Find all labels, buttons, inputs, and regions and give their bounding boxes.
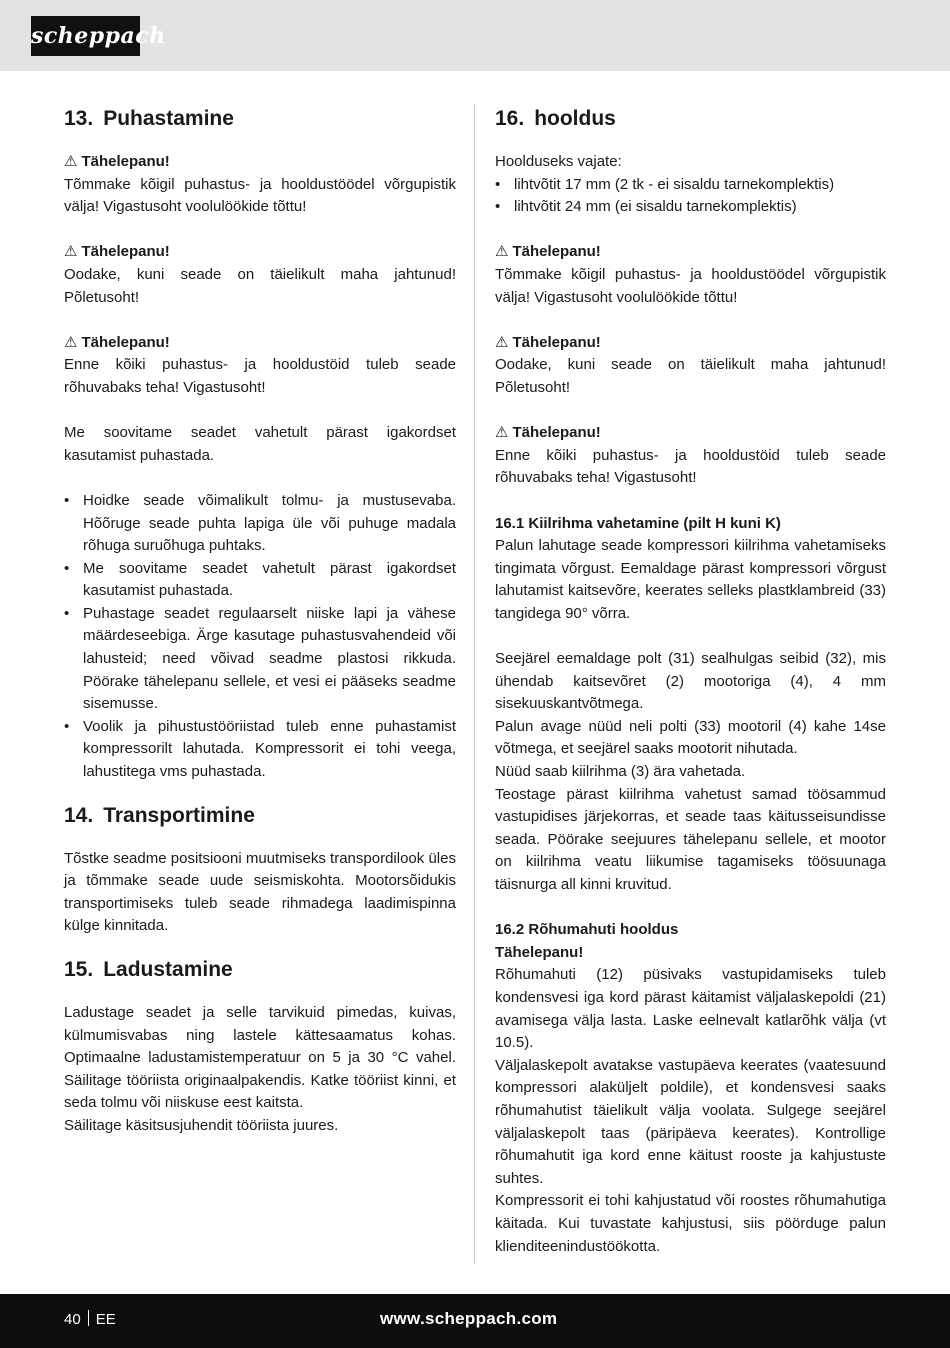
- section-14-heading: 14. Transportimine: [64, 803, 255, 827]
- page-number: 40 EE: [64, 1311, 116, 1328]
- website-url: www.scheppach.com: [380, 1309, 558, 1328]
- warning-icon: ⚠: [64, 333, 78, 351]
- paragraph: Väljalaskepolt avatakse vastupäeva keerates (vaatesuund kompressori alaküljelt poldile), et kondensvesi saaks rõhumahutist täielikult välja voolata. Sulgege seejärel väljalaskepolt taas (päripäeva keerates). Kontrollige rõhumahutit iga kord enne käitust rooste ja kahjustuste suhtes.: [495, 1056, 886, 1187]
- warning-text: Enne kõiki puhastus- ja hooldustöid tuleb seade rõhuvabaks teha! Vigastusoht!: [495, 446, 886, 487]
- list-item: • Me soovitame seadet vahetult pärast igakordset kasutamist puhastada.: [64, 559, 456, 600]
- list-item: • Voolik ja pihustustööriistad tuleb enne puhastamist kompressorilt lahutada. Kompressorit ei tohi veega, lahustitega vms puhastada.: [64, 717, 456, 781]
- warning-label: ⚠ Tähelepanu!: [495, 422, 886, 445]
- list-item: • Puhastage seadet regulaarselt niiske lapi ja vähese määrdeseebiga. Ärge kasutage puhastusvahendeid või lahusteid; need võivad seadme plastosi rikkuda. Pöörake tähelepanu sellele, et vesi ei pääseks seadme sisemusse.: [64, 604, 456, 713]
- section-15-heading: 15. Ladustamine: [64, 958, 233, 981]
- paragraph: Teostage pärast kiilrihma vahetust samad töösammud vastupidises järjekorras, et seade taas käitusseisundisse seada. Pöörake seejuures tähelepanu sellele, et mootor on kiilrihma veatu liikumise tagamiseks töösuunaga täisnurga all kinni kruvitud.: [495, 785, 886, 893]
- list-item: • Hoidke seade võimalikult tolmu- ja mustusevaba. Hõõruge seade puhta lapiga üle või puhuge madala rõhuga suruõhuga puhtaks.: [64, 491, 456, 555]
- warning-icon: ⚠: [495, 243, 509, 261]
- list-item: • lihtvõtit 24 mm (ei sisaldu tarnekomplektis): [495, 198, 797, 216]
- tools-list: [495, 174, 886, 219]
- warning-text: Oodake, kuni seade on täielikult maha jahtunud! Põletusoht!: [64, 265, 456, 306]
- paragraph: Tõstke seadme positsiooni muutmiseks transpordilook üles ja tõmmake seade uude seismiskohta. Mootorsõidukis transportimiseks tuleb seade rihmadega laadimispinna külge kinnitada.: [64, 849, 456, 935]
- page-footer: [0, 1294, 950, 1348]
- list-item: • lihtvõtit 17 mm (2 tk - ei sisaldu tarnekomplektis): [495, 175, 835, 193]
- warning-text: Enne kõiki puhastus- ja hooldustöid tuleb seade rõhuvabaks teha! Vigastusoht!: [64, 356, 456, 396]
- column-divider: [474, 104, 475, 1264]
- warning-text: Tõmmake kõigil puhastus- ja hooldustöödel võrgupistik välja! Vigastusoht voolulöökide tõttu!: [64, 175, 456, 216]
- warning-text: Oodake, kuni seade on täielikult maha jahtunud! Põletusoht!: [495, 356, 886, 396]
- paragraph: Nüüd saab kiilrihma (3) ära vahetada.: [495, 763, 746, 781]
- paragraph: Palun lahutage seade kompressori kiilrihma vahetamiseks tingimata võrgust. Eemaldage pärast kompressori võrgust lahutamist kaitsevõre, keerates selleks plastklambreid (33) tangidega 90° võrra.: [495, 537, 886, 622]
- subsection-heading: 16.1 Kiilrihma vahetamine (pilt H kuni K): [495, 514, 781, 532]
- warning-icon: ⚠: [495, 424, 509, 442]
- cleaning-list: [64, 490, 456, 784]
- warning-label: Tähelepanu!: [495, 943, 584, 961]
- paragraph: Hoolduseks vajate:: [495, 153, 622, 170]
- subsection-heading: 16.2 Rõhumahuti hooldus: [495, 921, 679, 939]
- paragraph: Seejärel eemaldage polt (31) sealhulgas seibid (32), mis ühendab kaitsevõret (2) mootoriga (4), 4 mm sisekuuskantvõtmega.: [495, 650, 886, 713]
- warning-label: ⚠ Tähelepanu!: [64, 151, 456, 174]
- left-column: [64, 105, 456, 1138]
- warning-icon: ⚠: [495, 333, 509, 351]
- warning-text: Tõmmake kõigil puhastus- ja hooldustöödel võrgupistik välja! Vigastusoht voolulöökide tõttu!: [495, 265, 886, 306]
- warning-label: ⚠ Tähelepanu!: [64, 332, 456, 355]
- right-column: [495, 105, 886, 1258]
- paragraph: Palun avage nüüd neli polti (33) mootoril (4) kahe 14se võtmega, et seejärel saaks mootorit nihutada.: [495, 717, 886, 758]
- warning-label: ⚠ Tähelepanu!: [64, 241, 456, 264]
- page-header: [0, 0, 950, 71]
- warning-label: ⚠ Tähelepanu!: [495, 241, 886, 264]
- paragraph: Ladustage seadet ja selle tarvikuid pimedas, kuivas, külmumisvabas ning lastele kättesaamatus kohas. Optimaalne ladustamistemperatuur on 5 ja 30 °C vahel. Säilitage tööriista originaalpakendis. Katke tööriist kinni, et seda tolmu või niiskuse eest kaitsta.: [64, 1004, 456, 1112]
- paragraph: Me soovitame seadet vahetult pärast igakordset kasutamist puhastada.: [64, 424, 456, 464]
- paragraph: Rõhumahuti (12) püsivaks vastupidamiseks tuleb kondensvesi iga kord pärast käitamist väljalaskepoldi (21) avamisega välja lasta. Laske eelnevalt katlarõhk välja (vt 10.5).: [495, 966, 886, 1052]
- section-16-heading: 16. hooldus: [495, 107, 616, 130]
- section-13-heading: 13. Puhastamine: [64, 107, 234, 130]
- scheppach-logo: scheppach: [31, 16, 140, 56]
- warning-icon: ⚠: [64, 243, 78, 261]
- warning-icon: ⚠: [64, 153, 78, 170]
- paragraph: Säilitage käsitsusjuhendit tööriista juures.: [64, 1116, 339, 1134]
- paragraph: Kompressorit ei tohi kahjustatud või roostes rõhumahutiga käitada. Kui tuvastate kahjustusi, siis pöörduge palun klienditeenindustöökotta.: [495, 1192, 886, 1255]
- warning-label: ⚠ Tähelepanu!: [495, 332, 886, 355]
- footer-separator: [88, 1310, 89, 1326]
